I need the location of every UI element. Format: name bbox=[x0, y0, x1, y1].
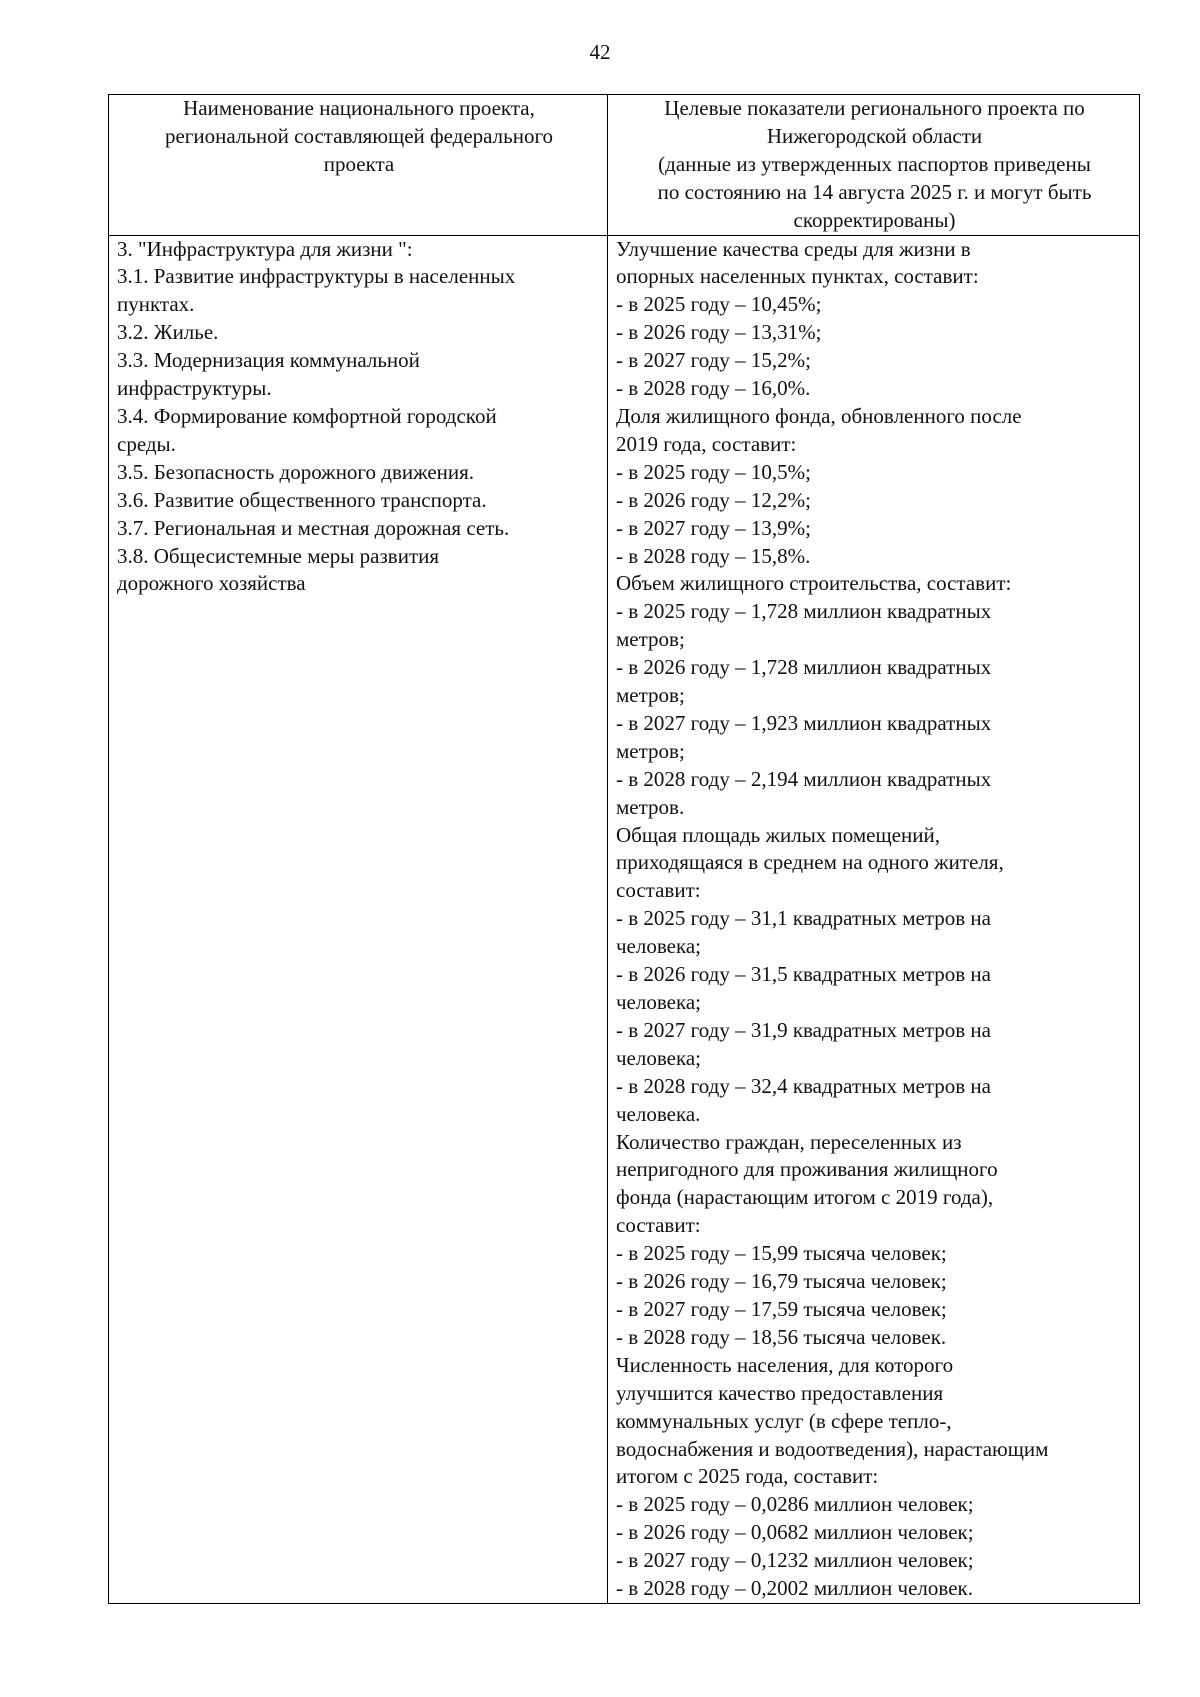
indicator-line: Улучшение качества среды для жизни в bbox=[616, 236, 971, 261]
indicator-line: человека; bbox=[616, 1045, 702, 1070]
indicator-line: - в 2028 году – 18,56 тысяча человек. bbox=[616, 1324, 947, 1349]
projects-table bbox=[108, 94, 1140, 1604]
header-line: проекта bbox=[323, 151, 395, 176]
indicator-line: - в 2026 году – 0,0682 миллион человек; bbox=[616, 1520, 974, 1545]
indicator-line: 2019 года, составит: bbox=[616, 431, 797, 456]
indicator-line: - в 2025 году – 10,5%; bbox=[616, 459, 811, 484]
indicator-line: - в 2025 году – 0,0286 миллион человек; bbox=[616, 1492, 974, 1517]
indicator-line: - в 2025 году – 1,728 миллион квадратных bbox=[616, 599, 992, 624]
indicator-line: - в 2027 году – 0,1232 миллион человек; bbox=[616, 1548, 974, 1573]
header-line: Целевые показатели регионального проекта по bbox=[664, 96, 1085, 120]
indicator-line: метров; bbox=[616, 683, 685, 708]
indicator-line: - в 2028 году – 2,194 миллион квадратных bbox=[616, 766, 992, 791]
project-item-line: 3.2. Жилье. bbox=[117, 320, 219, 345]
indicator-line: человека; bbox=[616, 990, 702, 1014]
header-line: региональной составляющей федерального bbox=[164, 123, 554, 148]
indicator-line: Численность населения, для которого bbox=[616, 1352, 954, 1377]
indicator-line: - в 2027 году – 17,59 тысяча человек; bbox=[616, 1296, 947, 1321]
indicator-line: - в 2028 году – 32,4 квадратных метров на bbox=[616, 1073, 991, 1098]
project-item-line: 3.4. Формирование комфортной городской bbox=[117, 403, 497, 428]
indicator-line: - в 2028 году – 0,2002 миллион человек. bbox=[616, 1576, 973, 1601]
project-item-line: среды. bbox=[117, 431, 176, 456]
project-item-line: 3.3. Модернизация коммунальной bbox=[117, 348, 420, 373]
project-item-line: инфраструктуры. bbox=[117, 376, 272, 401]
indicator-line: непригодного для проживания жилищного bbox=[616, 1157, 998, 1182]
indicator-line: Объем жилищного строительства, составит: bbox=[616, 571, 1012, 596]
indicator-line: итогом с 2025 года, составит: bbox=[616, 1464, 879, 1489]
project-item-line: 3.5. Безопасность дорожного движения. bbox=[117, 459, 475, 484]
indicator-line: Количество граждан, переселенных из bbox=[616, 1129, 962, 1154]
project-item-line: 3.1. Развитие инфраструктуры в населенных bbox=[117, 264, 516, 289]
table-row bbox=[109, 235, 1140, 1603]
indicator-line: - в 2027 году – 1,923 миллион квадратных bbox=[616, 710, 992, 735]
indicator-line: - в 2026 году – 13,31%; bbox=[616, 320, 822, 345]
header-line: скорректированы) bbox=[793, 207, 956, 232]
indicator-line: - в 2025 году – 15,99 тысяча человек; bbox=[616, 1241, 947, 1266]
indicator-line: метров; bbox=[616, 738, 685, 763]
indicator-line: - в 2026 году – 31,5 квадратных метров на bbox=[616, 962, 991, 987]
indicator-line: - в 2028 году – 16,0%. bbox=[616, 376, 811, 401]
indicator-line: человека; bbox=[616, 934, 702, 959]
indicator-line: - в 2025 году – 31,1 квадратных метров на bbox=[616, 906, 991, 931]
indicator-line: - в 2028 году – 15,8%. bbox=[616, 543, 811, 568]
indicator-line: - в 2026 году – 16,79 тысяча человек; bbox=[616, 1269, 947, 1294]
header-target-indicators bbox=[608, 95, 1140, 236]
indicator-line: фонда (нарастающим итогом с 2019 года), bbox=[616, 1185, 994, 1210]
indicator-line: приходящаяся в среднем на одного жителя, bbox=[616, 850, 1004, 875]
project-item-line: 3.6. Развитие общественного транспорта. bbox=[117, 487, 487, 512]
indicator-line: составит: bbox=[616, 1213, 701, 1238]
indicator-line: улучшится качество предоставления bbox=[616, 1380, 944, 1405]
indicator-line: Общая площадь жилых помещений, bbox=[616, 822, 940, 847]
project-item-line: 3. "Инфраструктура для жизни ": bbox=[117, 236, 413, 261]
indicator-line: - в 2027 году – 13,9%; bbox=[616, 515, 811, 540]
table-header-row bbox=[109, 95, 1140, 236]
indicator-line: водоснабжения и водоотведения), нарастающим bbox=[616, 1436, 1049, 1461]
header-line: Наименование национального проекта, bbox=[183, 96, 535, 120]
indicator-line: - в 2027 году – 31,9 квадратных метров на bbox=[616, 1017, 991, 1042]
project-item-line: 3.8. Общесистемные меры развития bbox=[117, 543, 440, 568]
header-line: Нижегородской области bbox=[766, 123, 983, 148]
indicator-line: - в 2026 году – 12,2%; bbox=[616, 487, 811, 512]
indicator-line: составит: bbox=[616, 878, 701, 903]
project-item-line: дорожного хозяйства bbox=[117, 571, 306, 596]
page-number: 42 bbox=[589, 40, 611, 64]
indicator-line: - в 2027 году – 15,2%; bbox=[616, 348, 811, 373]
indicator-line: Доля жилищного фонда, обновленного после bbox=[616, 403, 1022, 428]
indicator-line: коммунальных услуг (в сфере тепло-, bbox=[616, 1408, 952, 1433]
header-line: по состоянию на 14 августа 2025 г. и могут быть bbox=[657, 179, 1092, 204]
project-item-line: пунктах. bbox=[117, 292, 195, 317]
header-project-name bbox=[109, 95, 608, 236]
indicator-line: опорных населенных пунктах, составит: bbox=[616, 264, 979, 289]
indicator-line: - в 2025 году – 10,45%; bbox=[616, 292, 822, 317]
indicator-line: человека. bbox=[616, 1101, 701, 1126]
indicator-line: - в 2026 году – 1,728 миллион квадратных bbox=[616, 655, 992, 680]
indicator-line: метров; bbox=[616, 627, 685, 652]
indicator-line: метров. bbox=[616, 794, 685, 819]
header-line: (данные из утвержденных паспортов приведены bbox=[658, 151, 1091, 176]
project-item-line: 3.7. Региональная и местная дорожная сеть. bbox=[117, 515, 510, 540]
project-list-cell bbox=[109, 235, 608, 1603]
indicators-cell bbox=[608, 235, 1140, 1603]
